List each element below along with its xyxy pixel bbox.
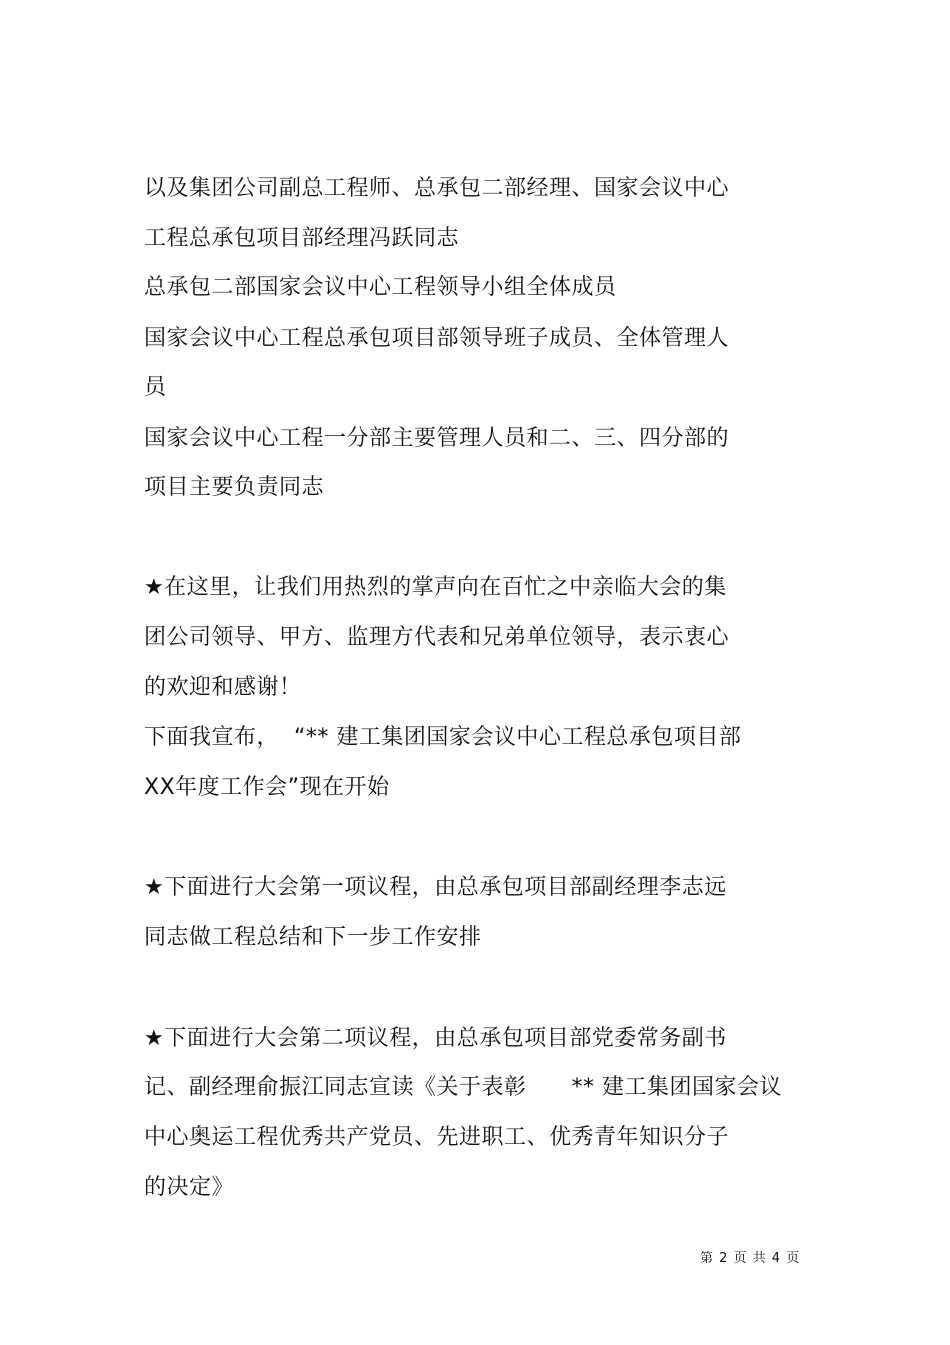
text-line: 以及集团公司副总工程师、总承包二部经理、国家会议中心 (144, 176, 730, 201)
agenda-item-line: ★下面进行大会第二项议程，由总承包项目部党委常务副书 (144, 1026, 727, 1051)
agenda-item-line: 的决定》 (144, 1175, 235, 1200)
text-line: 项目主要负责同志 (144, 475, 325, 500)
agenda-item-line: 中心奥运工程优秀共产党员、先进职工、优秀青年知识分子 (144, 1125, 730, 1150)
text-line: 国家会议中心工程一分部主要管理人员和二、三、四分部的 (144, 426, 730, 451)
agenda-item-line: 同志做工程总结和下一步工作安排 (144, 925, 482, 950)
text-line: 工程总承包项目部经理冯跃同志 (144, 226, 460, 251)
agenda-paragraph-line: 的欢迎和感谢！ (144, 675, 302, 700)
agenda-item-line: ★下面进行大会第一项议程，由总承包项目部副经理李志远 (144, 875, 727, 900)
announcement-line: 下面我宣布， “** 建工集团国家会议中心工程总承包项目部 (144, 725, 742, 750)
agenda-paragraph-line: 团公司领导、甲方、监理方代表和兄弟单位领导，表示衷心 (144, 625, 730, 650)
text-line: 员 (144, 375, 167, 400)
text-line: 国家会议中心工程总承包项目部领导班子成员、全体管理人 (144, 326, 730, 351)
announcement-line: XX年度工作会”现在开始 (144, 775, 390, 800)
text-line: 总承包二部国家会议中心工程领导小组全体成员 (144, 275, 617, 300)
agenda-item-line: 记、副经理俞振江同志宣读《关于表彰 ** 建工集团国家会议 (144, 1075, 782, 1100)
agenda-paragraph-line: ★在这里，让我们用热烈的掌声向在百忙之中亲临大会的集 (144, 575, 727, 600)
page-number-footer: 第 2 页 共 4 页 (700, 1251, 801, 1266)
